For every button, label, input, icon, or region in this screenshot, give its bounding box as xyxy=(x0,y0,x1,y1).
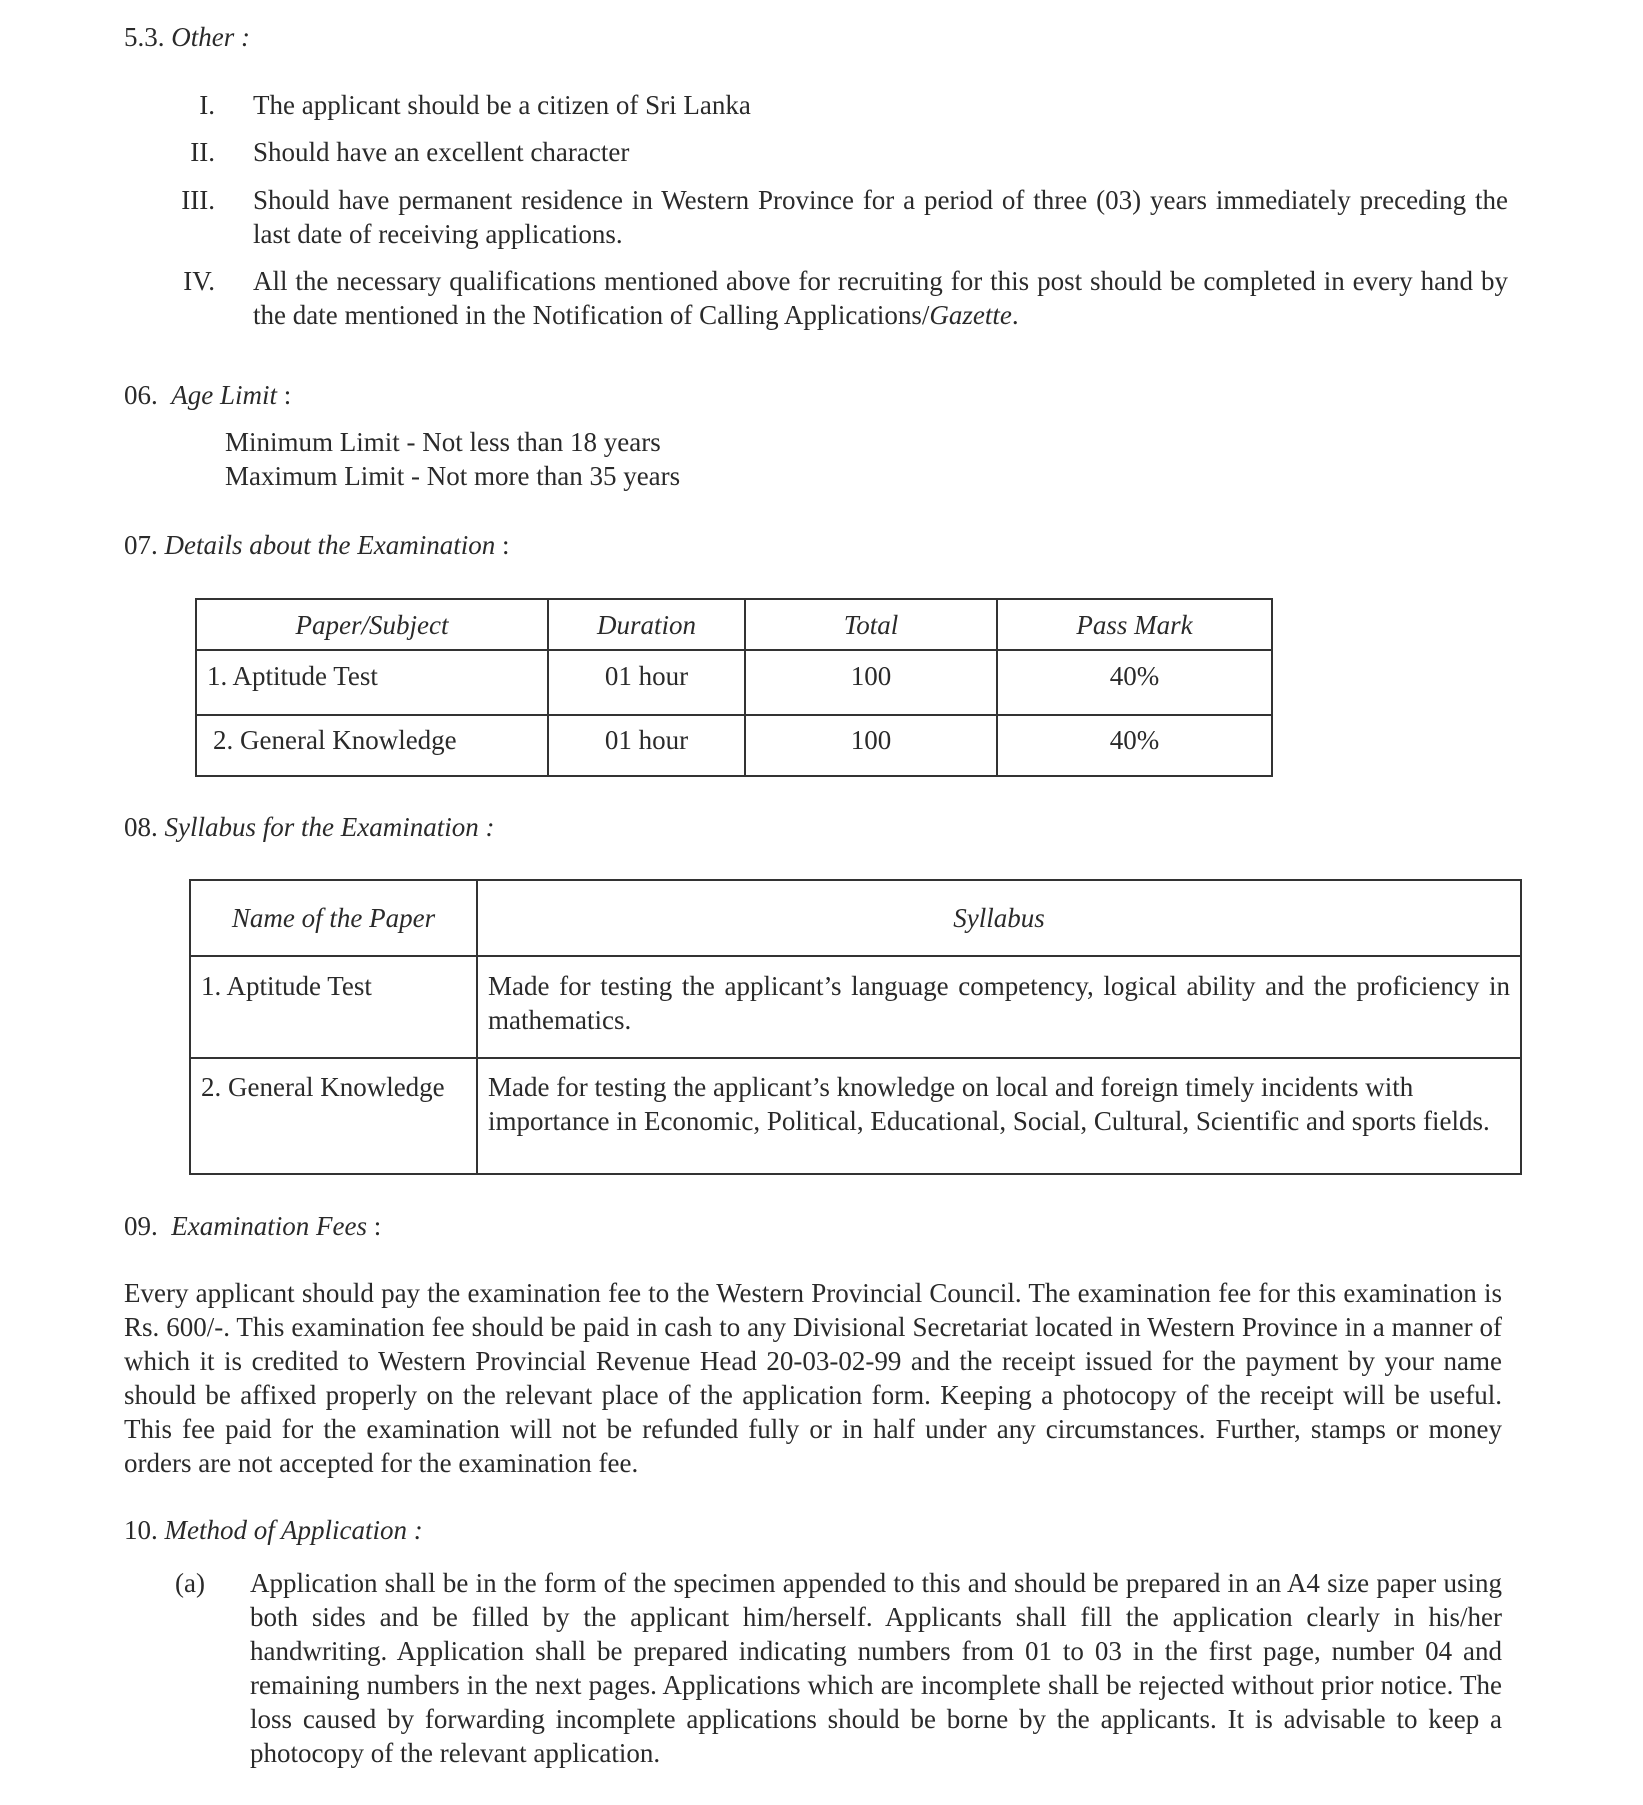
table-cell: 100 xyxy=(745,715,997,776)
section-number: 10. xyxy=(124,1515,158,1545)
table-header-cell: Pass Mark xyxy=(997,599,1272,650)
section-title: Method of Application : xyxy=(164,1515,423,1545)
table-cell: 1. Aptitude Test xyxy=(190,956,477,1058)
section-08-heading xyxy=(124,810,494,844)
section-title: Age Limit xyxy=(171,380,277,410)
table-header-cell: Paper/Subject xyxy=(196,599,548,650)
section-number: 06. xyxy=(124,380,158,410)
table-row xyxy=(196,650,1272,715)
table-header-cell: Duration xyxy=(548,599,745,650)
table-cell: 100 xyxy=(745,650,997,715)
section-title: Details about the Examination xyxy=(164,530,496,560)
list-item-number: II. xyxy=(190,137,215,167)
table-cell: 2. General Knowledge xyxy=(190,1058,477,1174)
table-header-row xyxy=(190,880,1521,956)
table-header-cell: Name of the Paper xyxy=(190,880,477,956)
table-header-cell: Total xyxy=(745,599,997,650)
table-cell: 40% xyxy=(997,715,1272,776)
section-number: 07. xyxy=(124,530,158,560)
exam-details-table xyxy=(195,598,1273,777)
list-item-number: I. xyxy=(199,90,215,120)
examination-fees-paragraph: Every applicant should pay the examination fee to the Western Provincial Council. The examination fee for this examination is Rs. 600/-. This examination fee should be paid in cash to any Divisional Secretariat located in Western Province in a manner of which it is credited to Western Provincial Revenue Head 20-03-02-99 and the receipt issued for the payment by your name should be affixed properly on the relevant place of the application form. Keeping a photocopy of the receipt will be useful. This fee paid for the examination will not be refunded fully or in half under any circumstances. Further, stamps or money orders are not accepted for the examination fee. xyxy=(124,1278,1502,1478)
table-row xyxy=(190,956,1521,1058)
section-09-heading: 09. Examination Fees : xyxy=(124,1211,382,1241)
list-item-number: III. xyxy=(181,185,215,215)
list-item-text: All the necessary qualifications mentioned above for recruiting for this post should be completed in every hand by the date mentioned in the Notification of Calling Applications/Gazette. xyxy=(253,266,1508,330)
section-07-heading: 07. Details about the Examination : xyxy=(124,530,510,560)
list-item-label: (a) xyxy=(175,1568,205,1598)
section-title: Examination Fees xyxy=(171,1211,367,1241)
list-item-text: Should have permanent residence in Western Province for a period of three (03) years immediately preceding the last date of receiving applications. xyxy=(253,185,1508,249)
table-cell: 2. General Knowledge xyxy=(196,715,548,776)
table-cell: 01 hour xyxy=(548,650,745,715)
age-limit-min: Minimum Limit - Not less than 18 years xyxy=(225,427,661,457)
table-row xyxy=(190,1058,1521,1174)
table-cell: Made for testing the applicant’s language competency, logical ability and the proficiency in mathematics. xyxy=(477,956,1521,1058)
section-06-heading: 06. Age Limit : xyxy=(124,380,292,410)
table-cell: 1. Aptitude Test xyxy=(196,650,548,715)
section-number: 09. xyxy=(124,1211,158,1241)
section-title: Syllabus for the Examination : xyxy=(164,812,495,842)
section-5-3-heading xyxy=(124,20,250,54)
method-of-application-text: Application shall be in the form of the specimen appended to this and should be prepared in an A4 size paper using both sides and be filled by the applicant him/herself. Applicants shall fill the application clearly in his/her handwriting. Application shall be prepared indicating numbers from 01 to 03 in the first page, number 04 and remaining numbers in the next pages. Applications which are incomplete shall be rejected without prior notice. The loss caused by forwarding incomplete applications should be borne by the applicants. It is advisable to keep a photocopy of the relevant application. xyxy=(250,1568,1502,1768)
list-item-text: Should have an excellent character xyxy=(253,137,630,167)
age-limit-max: Maximum Limit - Not more than 35 years xyxy=(225,461,681,491)
table-row xyxy=(196,715,1272,776)
table-cell: 01 hour xyxy=(548,715,745,776)
section-number: 08. xyxy=(124,812,158,842)
section-number: 5.3. xyxy=(124,22,165,52)
table-header-row xyxy=(196,599,1272,650)
syllabus-table xyxy=(189,879,1522,1175)
section-10-heading xyxy=(124,1513,423,1547)
section-title: Other : xyxy=(171,22,250,52)
table-header-cell: Syllabus xyxy=(477,880,1521,956)
table-cell: Made for testing the applicant’s knowledge on local and foreign timely incidents with importance in Economic, Political, Educational, Social, Cultural, Scientific and sports fields. xyxy=(477,1058,1521,1174)
list-item-text: The applicant should be a citizen of Sri Lanka xyxy=(253,90,751,120)
table-cell: 40% xyxy=(997,650,1272,715)
list-item-number: IV. xyxy=(183,266,215,296)
